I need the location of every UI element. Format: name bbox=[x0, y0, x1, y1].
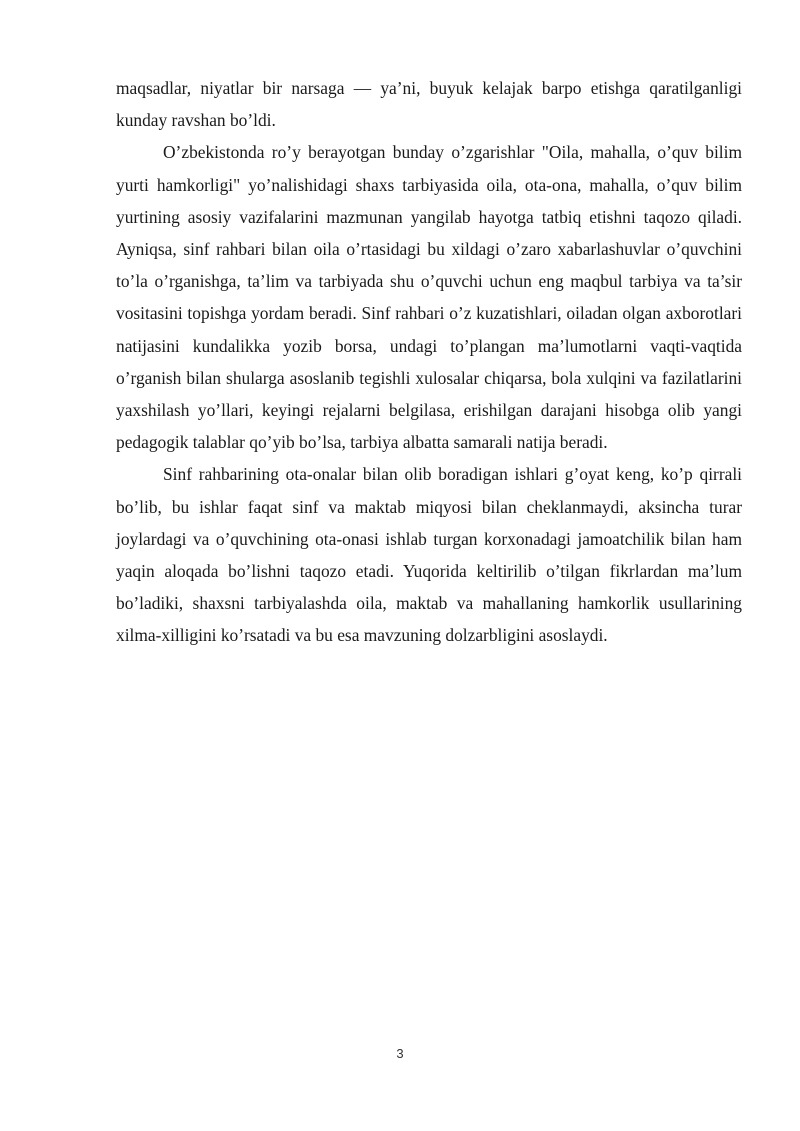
paragraph-2: O’zbekistonda ro’y berayotgan bunday o’zgarishlar "Oila, mahalla, o’quv bilim yurti hamkorligi" yo’nalishidagi shaxs tarbiyasida oila, ota-ona, mahalla, o’quv bilim yurtining asosiy vazifalarini mazmunan yangilab hayotga tatbiq etishni taqozo qiladi. Ayniqsa, sinf rahbari bilan oila o’rtasidagi bu xildagi o’zaro xabarlashuvlar o’quvchini to’la o’rganishga, ta’lim va tarbiyada shu o’quvchi uchun eng maqbul tarbiya va ta’sir vositasini topishga yordam beradi. Sinf rahbari o’z kuzatishlari, oiladan olgan axborotlari natijasini kundalikka yozib borsa, undagi to’plangan ma’lumotlarni vaqti-vaqtida o’rganish bilan shularga asoslanib tegishli xulosalar chiqarsa, bola xulqini va fazilatlarini yaxshilash yo’llari, keyingi rejalarni belgilasa, erishilgan darajani hisobga olib yangi pedagogik talablar qo’yib bo’lsa, tarbiya albatta samarali natija beradi. bbox=[116, 142, 742, 453]
page-number: 3 bbox=[396, 1046, 404, 1061]
paragraph-continuation: maqsadlar, niyatlar bir narsaga — ya’ni, buyuk kelajak barpo etishga qaratilganligi kunday ravshan bo’ldi. bbox=[116, 78, 742, 131]
document-body bbox=[116, 72, 742, 652]
paragraph-3: Sinf rahbarining ota-onalar bilan olib boradigan ishlari g’oyat keng, ko’p qirrali bo’lib, bu ishlar faqat sinf va maktab miqyosi bilan cheklanmaydi, aksincha turar joylardagi va o’quvchining ota-onasi ishlab turgan korxonadagi jamoatchilik bilan ham yaqin aloqada bo’lishni taqozo etadi. Yuqorida keltirilib o’tilgan fikrlardan ma’lum bo’ladiki, shaxsni tarbiyalashda oila, maktab va mahallaning hamkorlik usullarining xilma-xilligini ko’rsatadi va bu esa mavzuning dolzarbligini asoslaydi. bbox=[116, 464, 742, 646]
